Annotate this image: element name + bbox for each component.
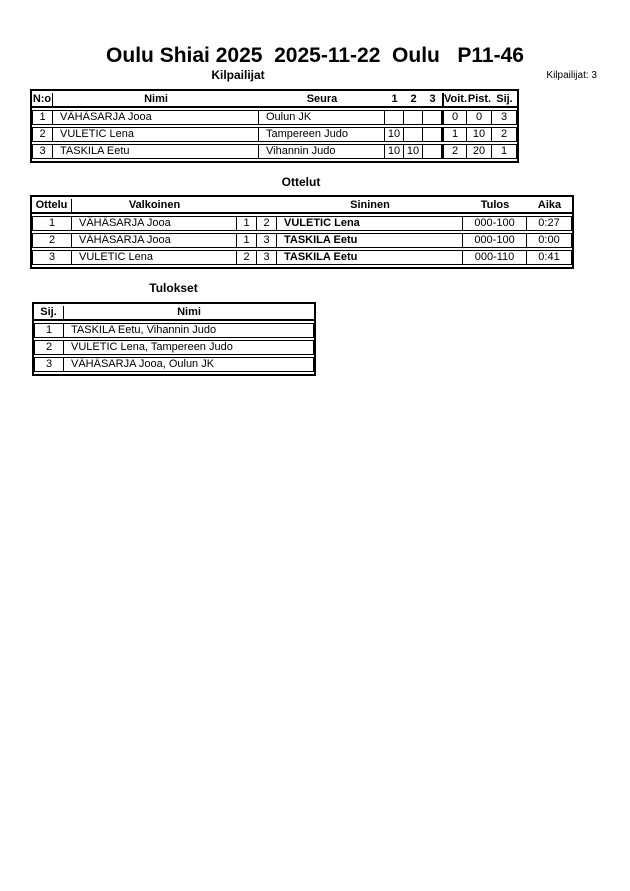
cell-nimi: TASKILA Eetu, Vihannin Judo: [64, 323, 314, 338]
cell-no: 2: [32, 127, 53, 142]
kilpailijat-row: [32, 110, 517, 125]
kilpailijat-header-row: [32, 93, 517, 108]
cell-score-3: [423, 144, 442, 159]
header-sij: Sij.: [492, 93, 517, 108]
ottelut-row: [32, 250, 572, 265]
cell-valkoinen-name: VÄHÄSARJA Jooa: [72, 216, 237, 231]
cell-ottelu: 3: [32, 250, 72, 265]
ottelut-table: [30, 195, 574, 269]
cell-aika: 0:41: [527, 250, 572, 265]
header-score-2: 2: [404, 93, 423, 108]
cell-valkoinen-number: 1: [237, 216, 257, 231]
cell-score-2: [404, 127, 423, 142]
header-no: N:o: [32, 93, 53, 108]
cell-tulos: 000-100: [463, 216, 527, 231]
cell-nimi: VULETIC Lena, Tampereen Judo: [64, 340, 314, 355]
cell-sij: 3: [492, 110, 517, 125]
cell-aika: 0:00: [527, 233, 572, 248]
header-valkoinen: Valkoinen: [72, 199, 237, 214]
tulokset-header-row: [34, 306, 314, 321]
cell-sininen-number: 2: [257, 216, 277, 231]
cell-nimi: VULETIC Lena: [53, 127, 259, 142]
competitor-count-label: Kilpailijat: 3: [546, 70, 597, 81]
cell-sininen-name: TASKILA Eetu: [277, 233, 463, 248]
cell-score-1: 10: [385, 144, 404, 159]
section-title-ottelut: Ottelut: [281, 175, 321, 189]
section-title-tulokset: Tulokset: [149, 281, 198, 295]
cell-valkoinen-number: 2: [237, 250, 257, 265]
cell-score-2: 10: [404, 144, 423, 159]
cell-ottelu: 2: [32, 233, 72, 248]
cell-pist: 0: [467, 110, 492, 125]
tulokset-row: [34, 357, 314, 372]
cell-sij: 2: [34, 340, 64, 355]
cell-sininen-name: VULETIC Lena: [277, 216, 463, 231]
header-voit: Voit.: [442, 93, 467, 108]
cell-no: 3: [32, 144, 53, 159]
cell-ottelu: 1: [32, 216, 72, 231]
header-nimi: Nimi: [64, 306, 314, 321]
header-sij: Sij.: [34, 306, 64, 321]
cell-tulos: 000-110: [463, 250, 527, 265]
document-title: Oulu Shiai 2025 2025-11-22 Oulu P11-46: [106, 44, 524, 67]
cell-seura: Oulun JK: [259, 110, 385, 125]
cell-tulos: 000-100: [463, 233, 527, 248]
cell-score-1: [385, 110, 404, 125]
cell-sij: 2: [492, 127, 517, 142]
tulokset-table: [32, 302, 316, 376]
cell-score-1: 10: [385, 127, 404, 142]
cell-aika: 0:27: [527, 216, 572, 231]
header-numbers-spacer: [237, 199, 277, 214]
section-title-kilpailijat: Kilpailijat: [211, 68, 265, 82]
cell-valkoinen-number: 1: [237, 233, 257, 248]
cell-pist: 20: [467, 144, 492, 159]
ottelut-row: [32, 216, 572, 231]
header-score-3: 3: [423, 93, 442, 108]
cell-sij: 1: [492, 144, 517, 159]
header-sininen: Sininen: [277, 199, 463, 214]
header-nimi: Nimi: [53, 93, 259, 108]
cell-pist: 10: [467, 127, 492, 142]
tulokset-row: [34, 340, 314, 355]
header-score-1: 1: [385, 93, 404, 108]
cell-nimi: VÄHÄSARJA Jooa: [53, 110, 259, 125]
header-seura: Seura: [259, 93, 385, 108]
cell-voit: 2: [442, 144, 467, 159]
cell-voit: 0: [442, 110, 467, 125]
tulokset-row: [34, 323, 314, 338]
cell-seura: Vihannin Judo: [259, 144, 385, 159]
kilpailijat-table: [30, 89, 519, 163]
ottelut-header-row: [32, 199, 572, 214]
cell-sininen-number: 3: [257, 250, 277, 265]
cell-no: 1: [32, 110, 53, 125]
cell-sininen-number: 3: [257, 233, 277, 248]
header-tulos: Tulos: [463, 199, 527, 214]
cell-valkoinen-name: VÄHÄSARJA Jooa: [72, 233, 237, 248]
kilpailijat-row: [32, 144, 517, 159]
cell-sininen-name: TASKILA Eetu: [277, 250, 463, 265]
cell-nimi: VÄHÄSARJA Jooa, Oulun JK: [64, 357, 314, 372]
cell-voit: 1: [442, 127, 467, 142]
ottelut-row: [32, 233, 572, 248]
header-ottelu: Ottelu: [32, 199, 72, 214]
cell-nimi: TASKILA Eetu: [53, 144, 259, 159]
cell-seura: Tampereen Judo: [259, 127, 385, 142]
cell-sij: 3: [34, 357, 64, 372]
header-pist: Pist.: [467, 93, 492, 108]
cell-sij: 1: [34, 323, 64, 338]
cell-score-3: [423, 127, 442, 142]
header-aika: Aika: [527, 199, 572, 214]
kilpailijat-row: [32, 127, 517, 142]
cell-score-3: [423, 110, 442, 125]
cell-valkoinen-name: VULETIC Lena: [72, 250, 237, 265]
cell-score-2: [404, 110, 423, 125]
